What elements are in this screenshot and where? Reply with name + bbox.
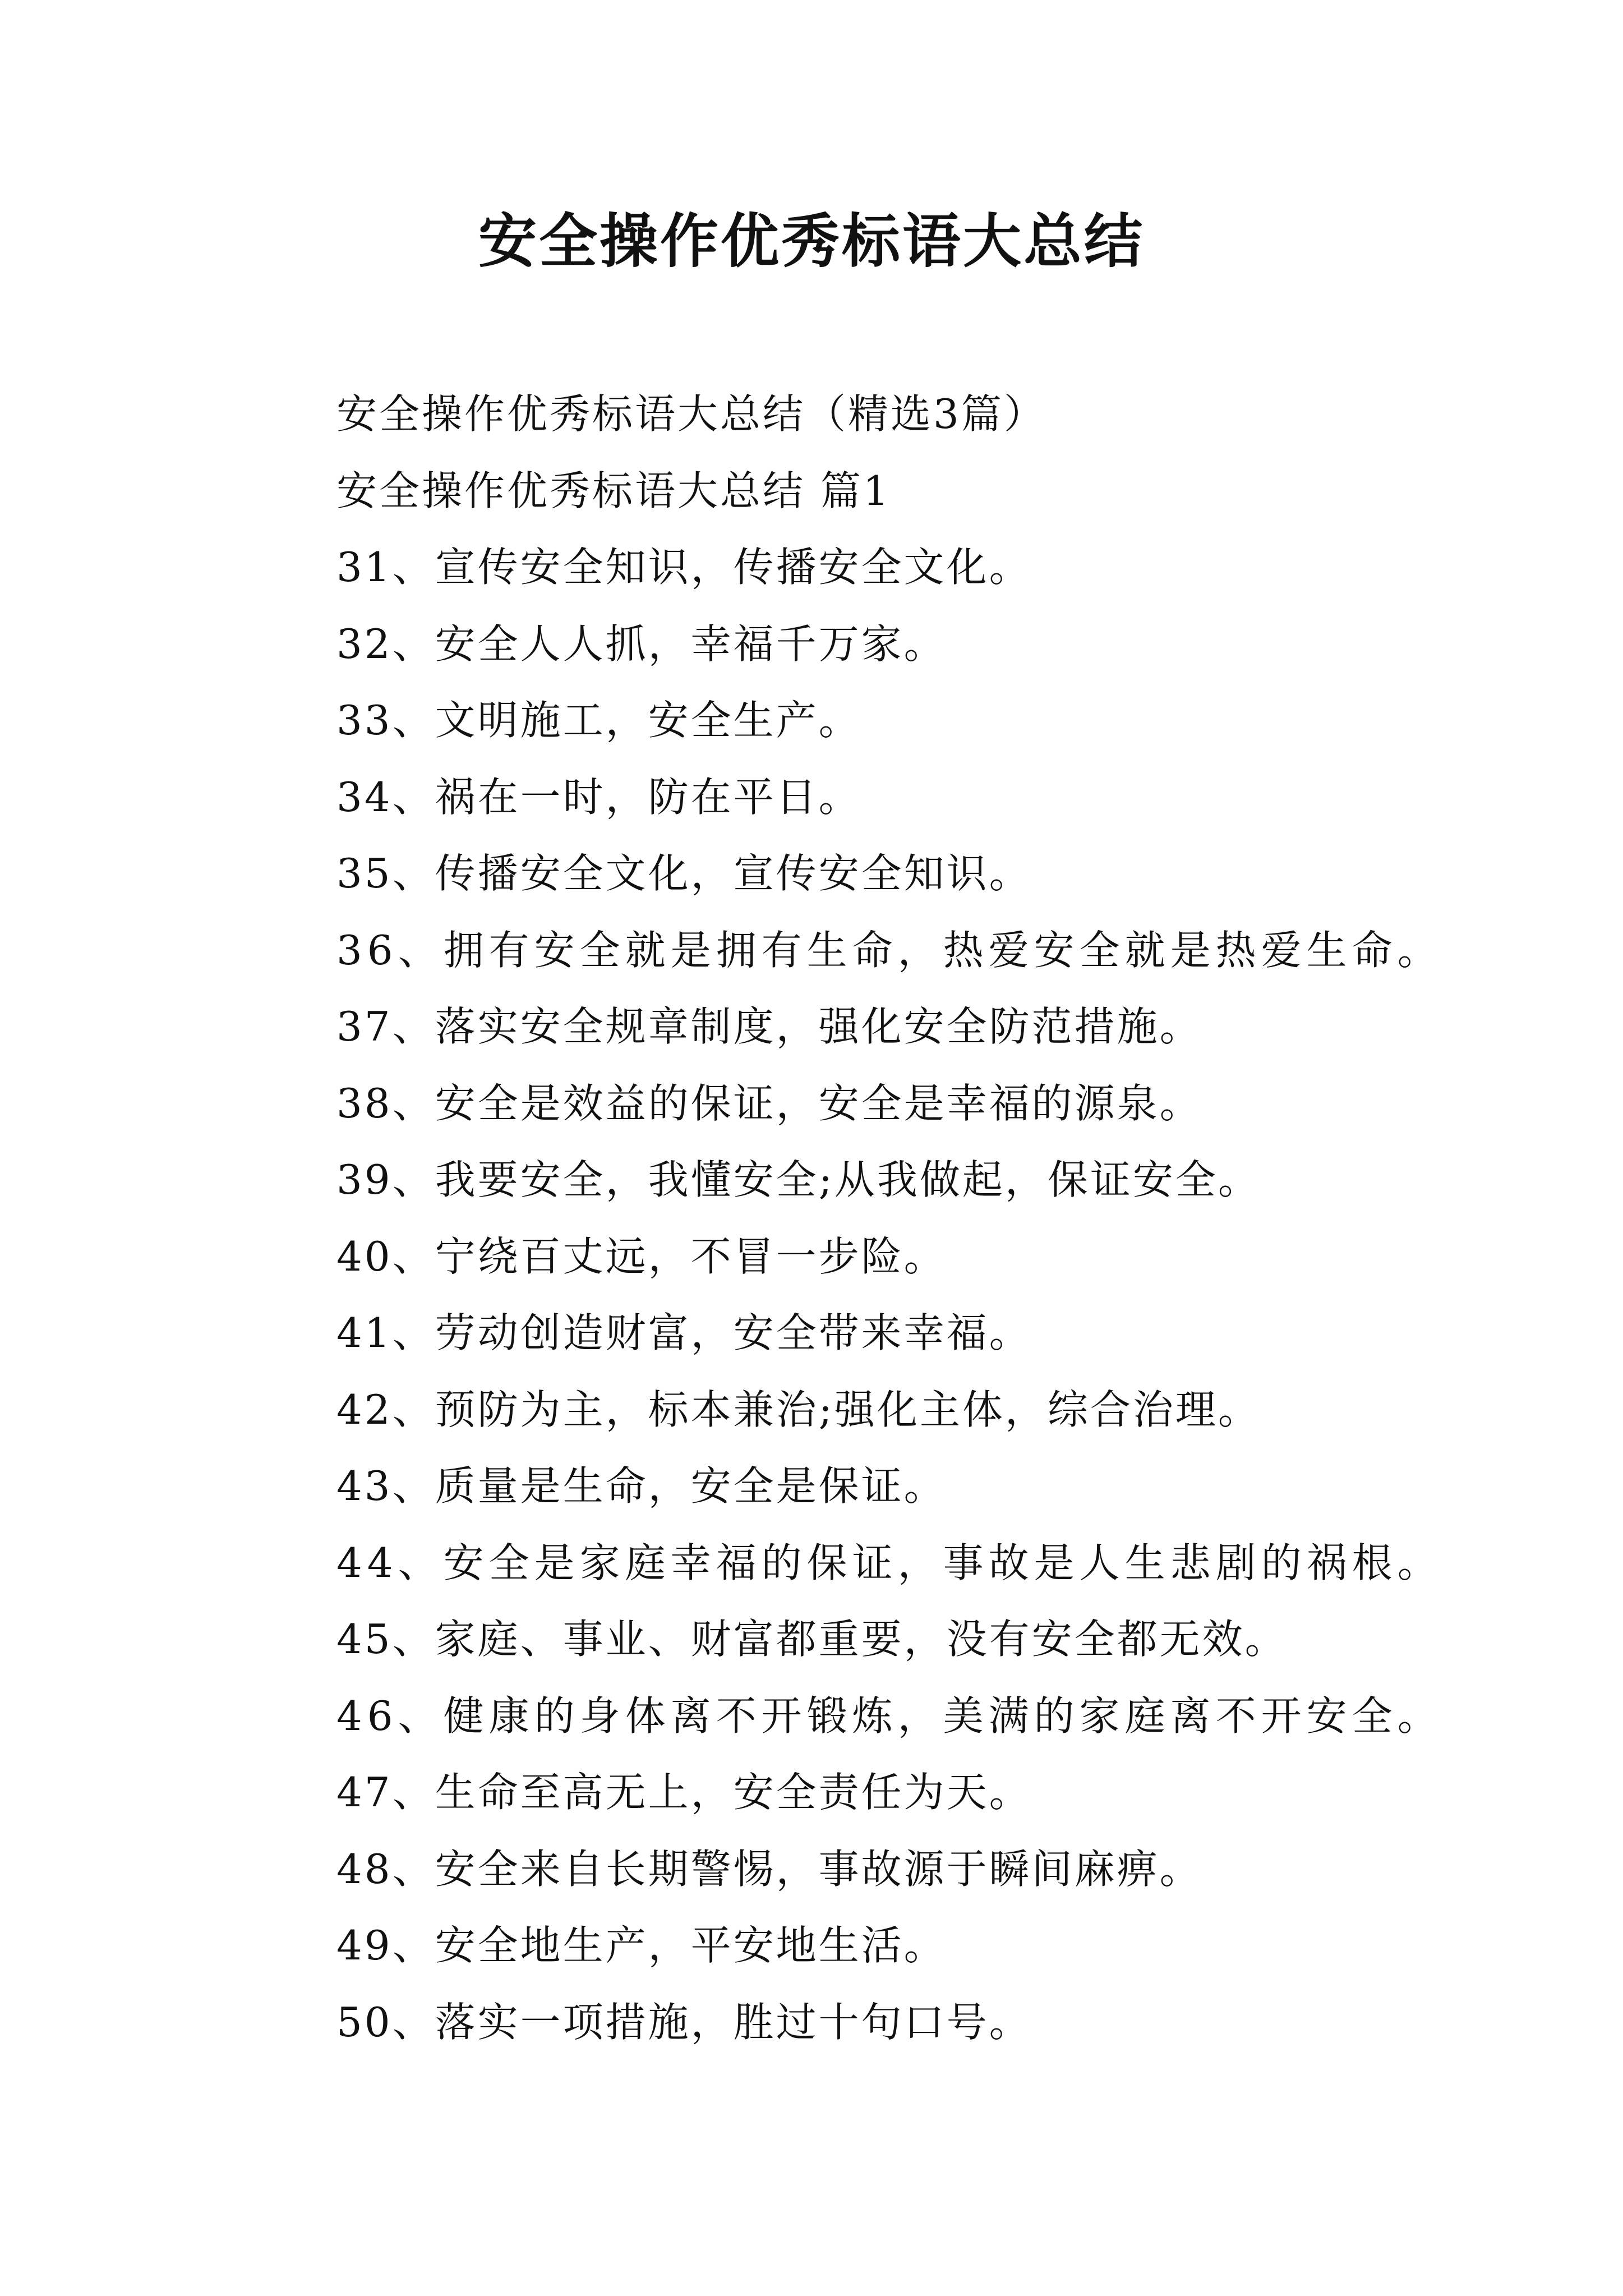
slogan-item: 49、安全地生产，平安地生活。 xyxy=(336,1922,947,1969)
section-heading: 安全操作优秀标语大总结 篇1 xyxy=(336,467,891,514)
document-title: 安全操作优秀标语大总结 xyxy=(478,206,1145,275)
slogan-item: 42、预防为主，标本兼治;强化主体，综合治理。 xyxy=(336,1386,1261,1433)
slogan-item: 38、安全是效益的保证，安全是幸福的源泉。 xyxy=(336,1079,1202,1127)
slogan-item: 46、健康的身体离不开锻炼，美满的家庭离不开安全。 xyxy=(336,1692,1443,1740)
slogan-item: 47、生命至高无上，安全责任为天。 xyxy=(336,1769,1032,1816)
slogan-item: 43、质量是生命，安全是保证。 xyxy=(336,1462,947,1510)
slogan-item: 32、安全人人抓，幸福千万家。 xyxy=(336,620,947,668)
slogan-item: 35、传播安全文化，宣传安全知识。 xyxy=(336,850,1032,897)
slogan-item: 33、文明施工，安全生产。 xyxy=(336,697,861,744)
document-body xyxy=(336,376,1559,2060)
slogan-item: 50、落实一项措施，胜过十句口号。 xyxy=(336,1998,1032,2046)
slogan-item: 45、家庭、事业、财富都重要，没有安全都无效。 xyxy=(336,1616,1288,1663)
slogan-item: 40、宁绕百丈远，不冒一步险。 xyxy=(336,1232,947,1280)
slogan-item: 31、宣传安全知识，传播安全文化。 xyxy=(336,544,1032,591)
document-subtitle: 安全操作优秀标语大总结（精选3篇） xyxy=(336,390,1046,438)
slogan-item: 39、我要安全，我懂安全;从我做起，保证安全。 xyxy=(336,1156,1261,1203)
slogan-item: 36、拥有安全就是拥有生命，热爱安全就是热爱生命。 xyxy=(336,926,1443,974)
slogan-item: 34、祸在一时，防在平日。 xyxy=(336,773,861,821)
slogan-item: 44、安全是家庭幸福的保证，事故是人生悲剧的祸根。 xyxy=(336,1539,1443,1586)
slogan-item: 48、安全来自长期警惕，事故源于瞬间麻痹。 xyxy=(336,1845,1202,1893)
slogan-item: 41、劳动创造财富，安全带来幸福。 xyxy=(336,1309,1032,1356)
slogan-item: 37、落实安全规章制度，强化安全防范措施。 xyxy=(336,1003,1202,1050)
